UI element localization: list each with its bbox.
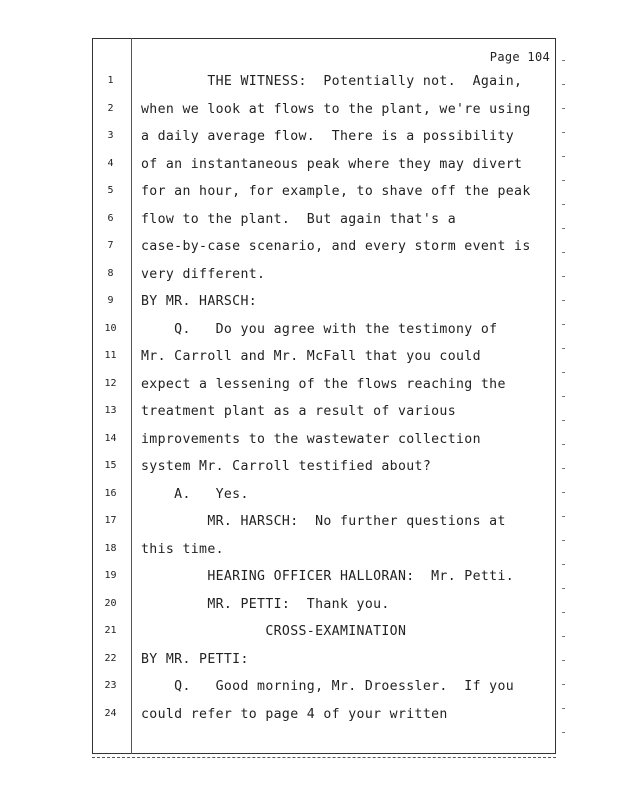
line-number: 19 (104, 570, 117, 581)
line-text: of an instantaneous peak where they may divert (141, 156, 523, 172)
line-number: 5 (107, 185, 114, 196)
line-number: 3 (107, 130, 114, 141)
line-number: 11 (104, 350, 117, 361)
margin-scan-tick (562, 84, 565, 85)
margin-scan-tick (562, 180, 565, 181)
margin-scan-tick (562, 228, 565, 229)
margin-scan-tick (562, 444, 565, 445)
line-number: 23 (104, 680, 117, 691)
line-text: THE WITNESS: Potentially not. Again, (141, 74, 523, 89)
transcript-line (92, 541, 556, 563)
margin-scan-tick (562, 156, 565, 157)
line-number: 12 (104, 377, 117, 389)
transcript-line (92, 458, 556, 480)
line-text: a daily average flow. There is a possibility (141, 129, 515, 144)
line-text: BY MR. HARSCH: (141, 294, 258, 309)
page-bottom-rule (92, 757, 556, 758)
transcript-line (92, 321, 556, 343)
margin-scan-tick (562, 684, 565, 685)
margin-scan-tick (562, 732, 565, 733)
line-text: Q. Good morning, Mr. Droessler. If you (141, 679, 515, 694)
transcript-line (92, 183, 556, 205)
transcript-line (92, 596, 556, 618)
line-text: expect a lessening of the flows reaching the (141, 376, 506, 392)
line-number: 16 (104, 487, 117, 499)
margin-scan-tick (562, 204, 565, 205)
margin-scan-tick (562, 612, 565, 613)
transcript-line (92, 156, 556, 178)
line-text: when we look at flows to the plant, we're using (141, 101, 531, 117)
margin-scan-tick (562, 540, 565, 541)
line-text: case-by-case scenario, and every storm event is (141, 239, 531, 254)
line-number: 13 (104, 405, 117, 416)
line-number: 4 (107, 157, 114, 169)
line-text: for an hour, for example, to shave off the peak (141, 184, 531, 199)
margin-scan-tick (562, 300, 565, 301)
line-text: this time. (141, 541, 224, 557)
transcript-line (92, 486, 556, 508)
line-text: treatment plant as a result of various (141, 404, 457, 419)
margin-scan-tick (562, 348, 565, 349)
line-number: 1 (107, 75, 114, 86)
margin-scan-tick (562, 108, 565, 109)
margin-scan-tick (562, 564, 565, 565)
line-text: Q. Do you agree with the testimony of (141, 321, 498, 337)
margin-scan-tick (562, 708, 565, 709)
line-text: very different. (141, 266, 266, 282)
line-number: 6 (107, 212, 114, 224)
line-number: 7 (107, 240, 114, 251)
margin-scan-tick (562, 132, 565, 133)
line-text: HEARING OFFICER HALLORAN: Mr. Petti. (141, 569, 515, 584)
margin-scan-tick (562, 516, 565, 517)
transcript-line (92, 128, 556, 150)
margin-scan-tick (562, 252, 565, 253)
margin-scan-tick (562, 276, 565, 277)
line-number: 8 (107, 267, 114, 279)
transcript-line (92, 266, 556, 288)
transcript-line (92, 623, 556, 645)
margin-scan-tick (562, 468, 565, 469)
line-text: improvements to the wastewater collection (141, 431, 481, 447)
transcript-line (92, 568, 556, 590)
line-text: A. Yes. (141, 486, 249, 502)
line-text: MR. HARSCH: No further questions at (141, 514, 506, 529)
line-number: 10 (104, 322, 117, 334)
transcript-line (92, 376, 556, 398)
line-number: 15 (104, 460, 117, 471)
line-number: 17 (104, 515, 117, 526)
margin-scan-tick (562, 324, 565, 325)
transcript-line (92, 403, 556, 425)
transcript-line (92, 678, 556, 700)
transcript-line (92, 211, 556, 233)
line-number: 18 (104, 542, 117, 554)
margin-scan-tick (562, 396, 565, 397)
transcript-line (92, 651, 556, 673)
transcript-line (92, 431, 556, 453)
line-number: 20 (104, 597, 117, 609)
line-number: 22 (104, 652, 117, 664)
page-number: Page 104 (489, 50, 550, 64)
margin-scan-tick (562, 636, 565, 637)
line-number: 24 (104, 707, 117, 719)
line-number: 2 (107, 102, 114, 114)
transcript-line (92, 73, 556, 95)
transcript-line (92, 101, 556, 123)
line-text: Mr. Carroll and Mr. McFall that you could (141, 349, 481, 364)
margin-scan-tick (562, 372, 565, 373)
transcript-line (92, 513, 556, 535)
margin-scan-tick (562, 492, 565, 493)
line-number: 14 (104, 432, 117, 444)
line-number: 9 (107, 295, 114, 306)
transcript-line (92, 293, 556, 315)
transcript-line (92, 706, 556, 728)
margin-scan-tick (562, 60, 565, 61)
line-text: CROSS-EXAMINATION (141, 624, 407, 639)
margin-scan-tick (562, 588, 565, 589)
line-text: flow to the plant. But again that's a (141, 211, 457, 227)
transcript-line (92, 348, 556, 370)
transcript-line (92, 238, 556, 260)
line-text: MR. PETTI: Thank you. (141, 596, 390, 612)
line-number: 21 (104, 625, 117, 636)
line-text: could refer to page 4 of your written (141, 706, 448, 722)
margin-scan-tick (562, 660, 565, 661)
line-text: system Mr. Carroll testified about? (141, 459, 432, 474)
line-text: BY MR. PETTI: (141, 651, 249, 667)
margin-scan-tick (562, 420, 565, 421)
